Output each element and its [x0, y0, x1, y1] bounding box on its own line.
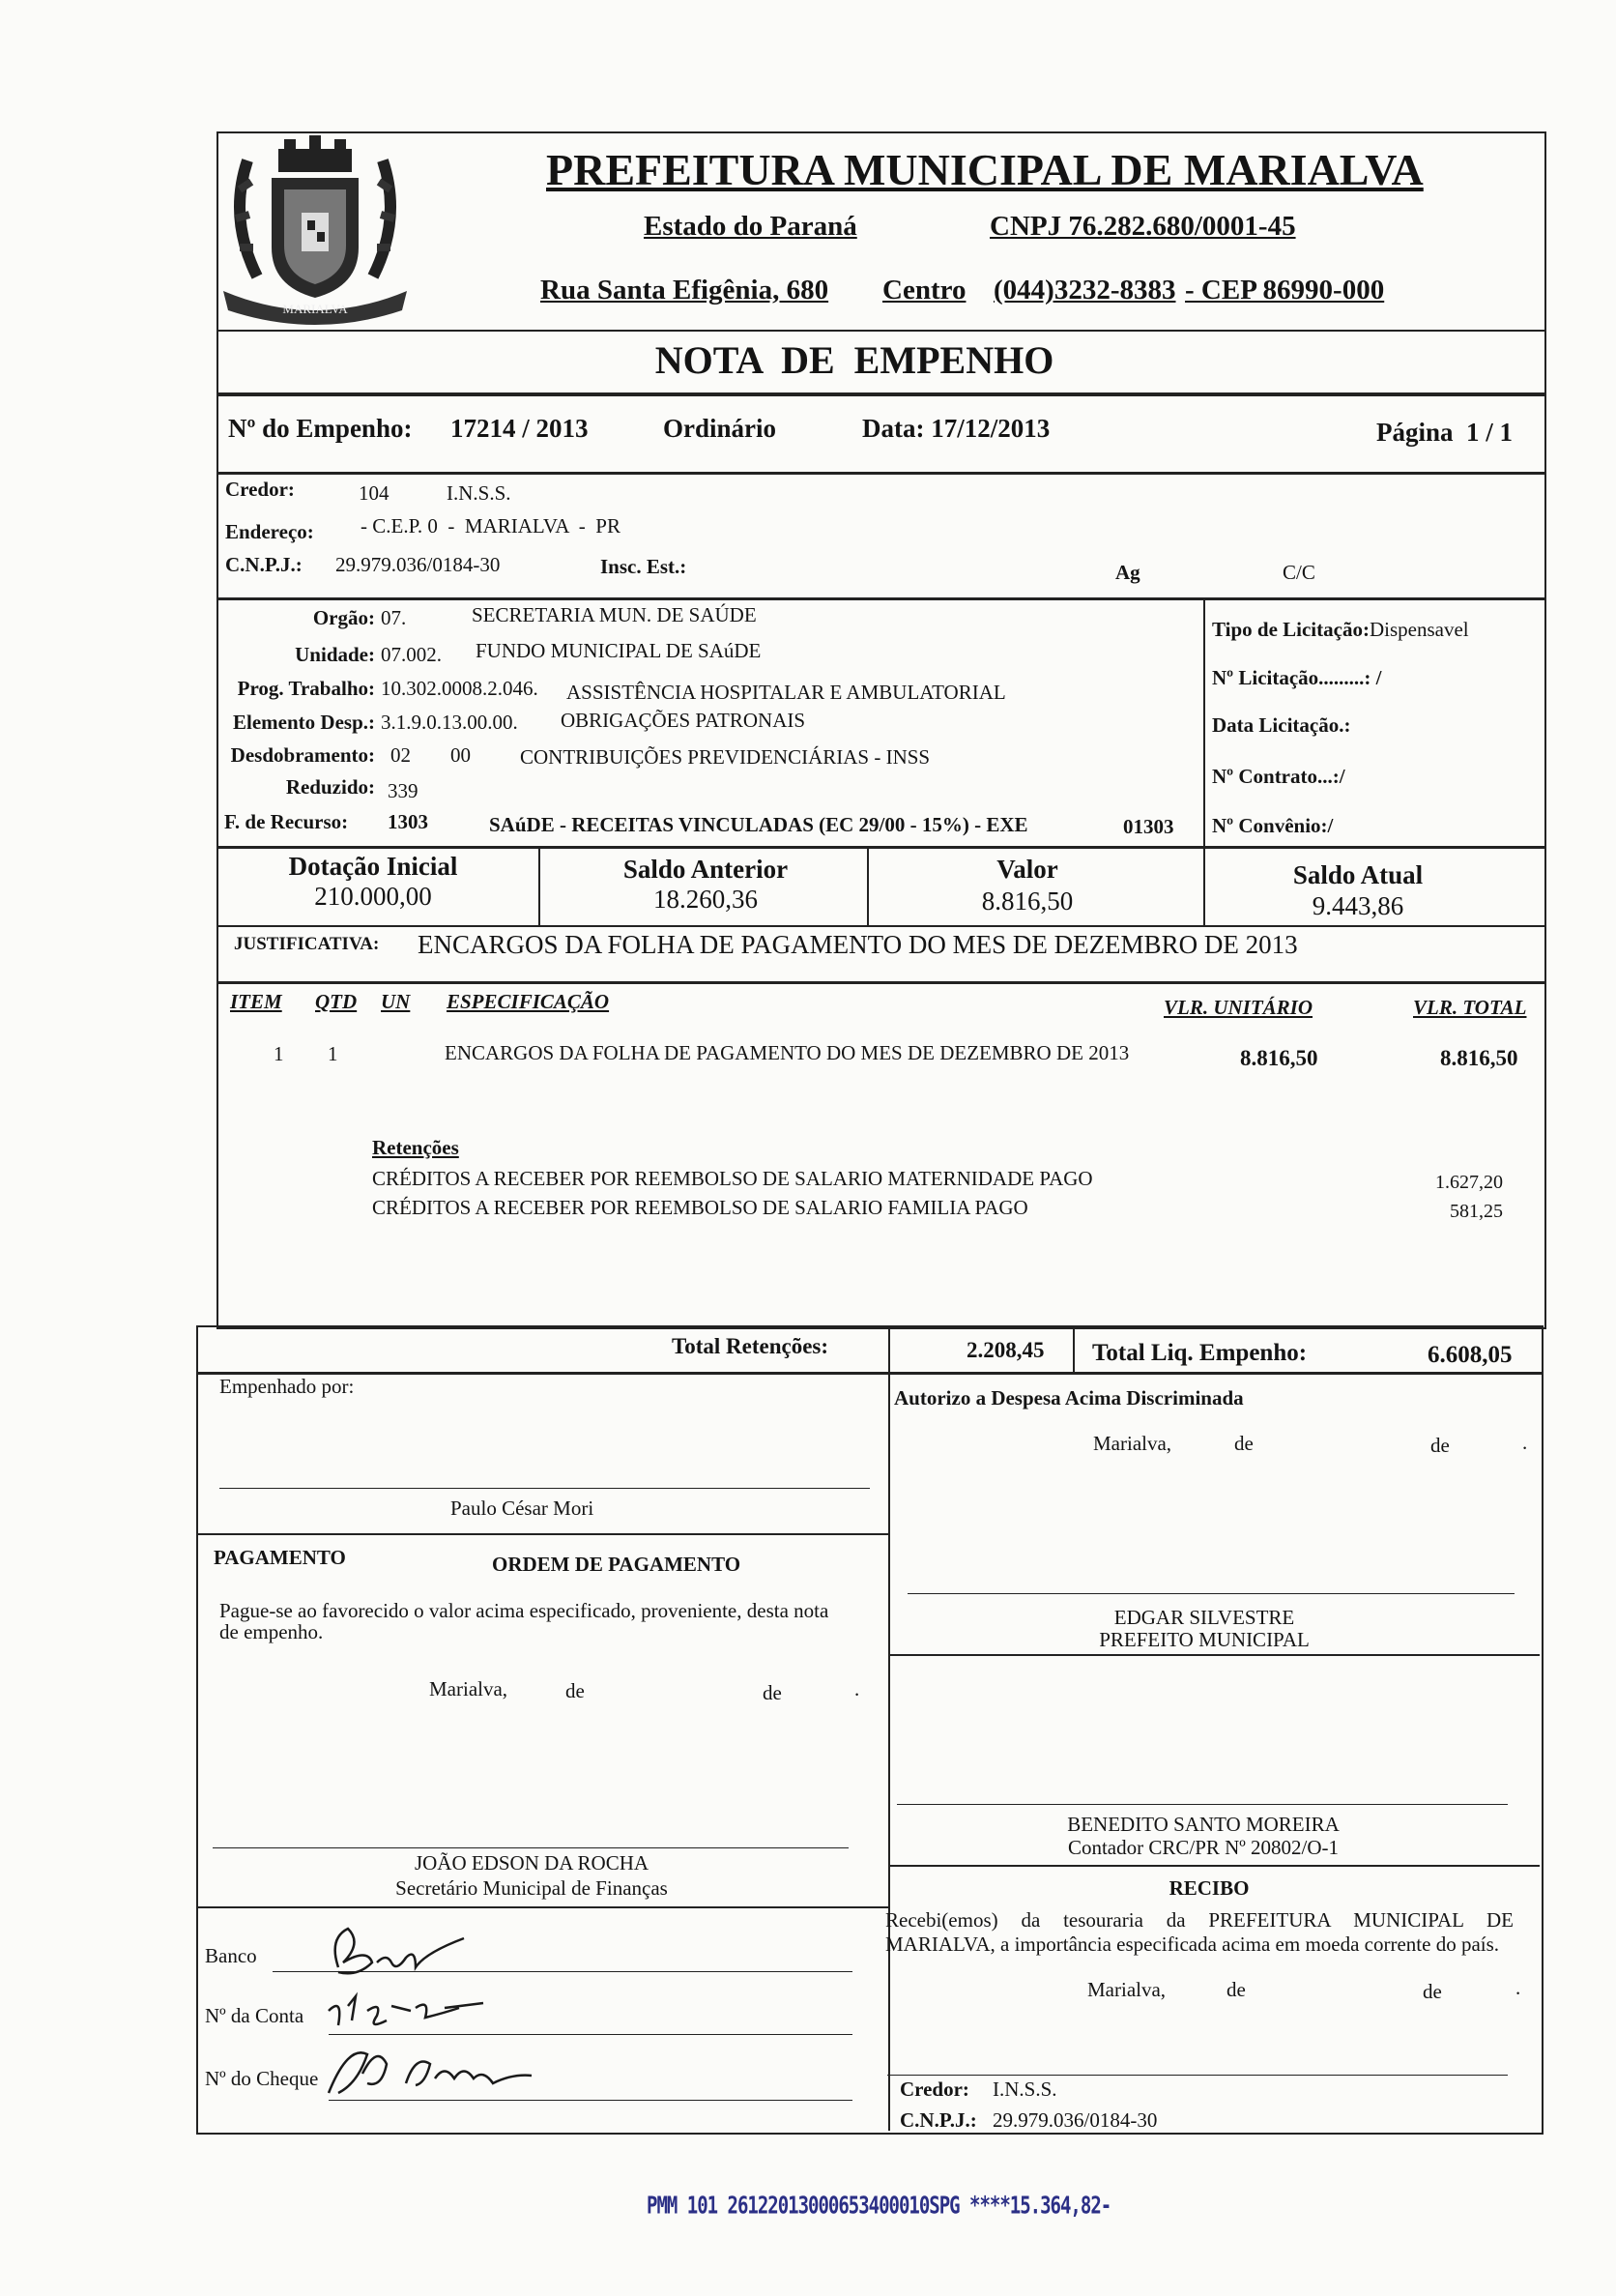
data-licitacao: Data Licitação.:	[1212, 713, 1351, 737]
divider	[216, 472, 1544, 475]
col-header-un: UN	[381, 990, 411, 1013]
recibo-credor-label: Credor:	[900, 2078, 969, 2101]
numero-contrato: Nº Contrato...:/	[1212, 765, 1345, 788]
recurso-code2: 01303	[1123, 815, 1174, 838]
prefeito-role: PREFEITO MUNICIPAL	[1099, 1628, 1310, 1651]
header-street: Rua Santa Efigênia, 680	[540, 275, 829, 305]
autorizo-label: Autorizo a Despesa Acima Discriminada	[894, 1386, 1244, 1410]
numero-licitacao: Nº Licitação.........: /	[1212, 666, 1382, 689]
recibo-title: RECIBO	[1169, 1876, 1250, 1900]
autorizo-city: Marialva,	[1093, 1432, 1172, 1455]
cnpj-label: C.N.P.J.:	[225, 553, 303, 576]
signature-line	[887, 2075, 1508, 2076]
recurso-code: 1303	[388, 810, 428, 833]
saldo-anterior-value: 18.260,36	[653, 885, 758, 914]
col-header-unit-value: VLR. UNITÁRIO	[1164, 996, 1313, 1019]
total-liquido-value: 6.608,05	[1428, 1342, 1513, 1368]
header-cep: - CEP 86990-000	[1185, 275, 1385, 305]
col-header-spec: ESPECIFICAÇÃO	[447, 990, 610, 1013]
divider	[216, 981, 1544, 984]
divider	[216, 392, 1544, 396]
pagamento-de1: de	[565, 1679, 585, 1702]
divider	[1073, 1325, 1075, 1372]
item-number: 1	[274, 1042, 284, 1065]
ag-label: Ag	[1115, 561, 1140, 584]
header-state: Estado do Paraná	[644, 211, 857, 242]
contador-role: Contador CRC/PR Nº 20802/O-1	[1067, 1836, 1340, 1859]
credor-name: I.N.S.S.	[447, 481, 511, 505]
prefeito-name: EDGAR SILVESTRE	[1113, 1606, 1295, 1629]
empenho-date: Data: 17/12/2013	[862, 414, 1051, 443]
signature-line	[908, 1593, 1515, 1594]
recibo-city: Marialva,	[1087, 1978, 1167, 2001]
divider	[867, 846, 869, 925]
signature-line	[213, 1847, 849, 1848]
reduzido-code: 339	[388, 779, 418, 802]
valor-value: 8.816,50	[981, 886, 1074, 915]
banco-label: Banco	[205, 1944, 257, 1967]
desdobramento-code1: 02	[390, 743, 411, 767]
elemento-label: Elemento Desp.:	[233, 711, 375, 734]
contador-name: BENEDITO SANTO MOREIRA	[1067, 1813, 1340, 1836]
cc-label: C/C	[1283, 561, 1315, 584]
retencao-value: 1.627,20	[1435, 1172, 1503, 1193]
recibo-dot: .	[1515, 1976, 1521, 1999]
pagamento-text: Pague-se ao favorecido o valor acima especificado, proveniente, desta nota de empenho.	[219, 1599, 829, 1644]
svg-text:MARIALVA: MARIALVA	[282, 302, 348, 316]
signature-line	[897, 1804, 1508, 1805]
total-liquido-label: Total Liq. Empenho:	[1092, 1340, 1308, 1366]
desdobramento-label: Desdobramento:	[230, 743, 375, 767]
retencao-value: 581,25	[1450, 1201, 1503, 1222]
header-district: Centro	[882, 275, 967, 305]
pagamento-label: PAGAMENTO	[214, 1546, 346, 1569]
header-cnpj: CNPJ 76.282.680/0001-45	[990, 211, 1296, 242]
unidade-label: Unidade:	[295, 643, 375, 666]
retencoes-label: Retenções	[372, 1136, 459, 1159]
divider	[538, 846, 540, 925]
desdobramento-desc: CONTRIBUIÇÕES PREVIDENCIÁRIAS - INSS	[520, 745, 931, 769]
address-label: Endereço:	[225, 520, 314, 543]
item-unit-value: 8.816,50	[1240, 1046, 1318, 1070]
divider	[196, 1906, 888, 1908]
divider	[1203, 597, 1205, 925]
recibo-de2: de	[1423, 1980, 1442, 2003]
empenhado-por-label: Empenhado por:	[219, 1375, 355, 1398]
unidade-code: 07.002.	[381, 643, 442, 666]
retencao-desc: CRÉDITOS A RECEBER POR REEMBOLSO DE SALARIO MATERNIDADE PAGO	[372, 1167, 1093, 1190]
pagamento-city: Marialva,	[429, 1677, 508, 1700]
recibo-text: Recebi(emos) da tesouraria da PREFEITURA MUNICIPAL DE MARIALVA, a importância especificada acima em moeda corrente do país.	[885, 1908, 1514, 1957]
item-total-value: 8.816,50	[1440, 1046, 1518, 1070]
elemento-desc: OBRIGAÇÕES PATRONAIS	[561, 709, 806, 732]
divider	[216, 925, 1544, 927]
empenhado-por-name: Paulo César Mori	[450, 1497, 594, 1520]
pagamento-de2: de	[763, 1681, 782, 1704]
divider	[888, 1865, 1540, 1867]
autorizo-de2: de	[1430, 1434, 1450, 1457]
valor-label: Valor	[996, 855, 1058, 884]
empenho-number: 17214 / 2013	[450, 414, 589, 443]
insc-est-label: Insc. Est.:	[600, 555, 687, 578]
numero-convenio: Nº Convênio:/	[1212, 814, 1334, 837]
item-qtd: 1	[328, 1042, 338, 1065]
tipo-licitacao-value: Dispensavel	[1369, 618, 1469, 641]
header-title: PREFEITURA MUNICIPAL DE MARIALVA	[546, 145, 1424, 194]
tipo-licitacao	[1212, 618, 1469, 641]
tipo-licitacao-label: Tipo de Licitação:	[1212, 618, 1370, 641]
bank-authentication-stamp: PMM 101 26122013000653400010SPG ****15.364,82-	[647, 2192, 1111, 2221]
page-indicator: Página 1 / 1	[1376, 418, 1514, 447]
item-spec: ENCARGOS DA FOLHA DE PAGAMENTO DO MES DE DEZEMBRO DE 2013	[445, 1041, 1130, 1064]
document-title: NOTA DE EMPENHO	[654, 338, 1054, 382]
divider	[196, 1372, 1542, 1375]
recibo-cnpj-label: C.N.P.J.:	[900, 2108, 977, 2132]
orgao-code: 07.	[381, 606, 407, 629]
secretario-name: JOÃO EDSON DA ROCHA	[414, 1851, 649, 1875]
saldo-anterior-label: Saldo Anterior	[622, 855, 789, 884]
prog-desc: ASSISTÊNCIA HOSPITALAR E AMBULATORIAL	[566, 681, 1006, 704]
cheque-label: Nº do Cheque	[205, 2067, 319, 2090]
header-phone: (044)3232-8383	[994, 275, 1176, 305]
handwritten-signatures	[271, 1919, 706, 2112]
empenho-number-label: Nº do Empenho:	[228, 414, 413, 443]
conta-label: Nº da Conta	[205, 2004, 304, 2027]
empenho-type: Ordinário	[663, 414, 777, 443]
col-header-qtd: QTD	[315, 990, 358, 1013]
desdobramento-code2: 00	[450, 743, 471, 767]
divider	[888, 1325, 890, 2131]
autorizo-dot: .	[1522, 1431, 1528, 1454]
retencao-desc: CRÉDITOS A RECEBER POR REEMBOLSO DE SALARIO FAMILIA PAGO	[372, 1196, 1028, 1219]
signature-line	[219, 1488, 870, 1489]
recibo-cnpj-value: 29.979.036/0184-30	[993, 2108, 1158, 2132]
prog-code: 10.302.0008.2.046.	[381, 677, 538, 700]
pagamento-dot: .	[854, 1677, 860, 1700]
credor-code: 104	[359, 481, 390, 505]
address-value: - C.E.P. 0 - MARIALVA - PR	[361, 514, 620, 538]
recurso-label: F. de Recurso:	[224, 810, 349, 833]
prog-label: Prog. Trabalho:	[237, 677, 375, 700]
unidade-desc: FUNDO MUNICIPAL DE SAúDE	[476, 639, 762, 662]
secretario-role: Secretário Municipal de Finanças	[395, 1876, 668, 1900]
autorizo-de1: de	[1234, 1432, 1254, 1455]
divider	[216, 597, 1544, 600]
recibo-de1: de	[1226, 1978, 1246, 2001]
saldo-atual-label: Saldo Atual	[1292, 860, 1424, 889]
col-header-item: ITEM	[230, 990, 282, 1013]
divider	[196, 1533, 888, 1535]
justificativa-text: ENCARGOS DA FOLHA DE PAGAMENTO DO MES DE DEZEMBRO DE 2013	[418, 930, 1298, 959]
justificativa-label: JUSTIFICATIVA:	[234, 934, 380, 954]
orgao-desc: SECRETARIA MUN. DE SAÚDE	[472, 603, 757, 626]
credor-label: Credor:	[225, 478, 295, 501]
total-retencoes-label: Total Retenções:	[672, 1334, 829, 1358]
divider	[216, 846, 1544, 849]
orgao-label: Orgão:	[312, 606, 375, 629]
municipal-coat-of-arms-logo	[218, 131, 412, 330]
ordem-pagamento-title: ORDEM DE PAGAMENTO	[492, 1553, 741, 1576]
saldo-atual-value: 9.443,86	[1312, 891, 1404, 920]
cnpj-value: 29.979.036/0184-30	[335, 553, 501, 576]
divider	[888, 1654, 1540, 1656]
divider	[216, 330, 1544, 332]
dotacao-inicial-value: 210.000,00	[314, 882, 432, 911]
elemento-code: 3.1.9.0.13.00.00.	[381, 711, 518, 734]
recibo-credor-value: I.N.S.S.	[993, 2078, 1057, 2101]
col-header-total-value: VLR. TOTAL	[1413, 996, 1527, 1019]
recurso-desc: SAúDE - RECEITAS VINCULADAS (EC 29/00 - 15%) - EXE	[489, 813, 1028, 836]
reduzido-label: Reduzido:	[285, 775, 375, 799]
total-retencoes-value: 2.208,45	[967, 1338, 1045, 1362]
dotacao-inicial-label: Dotação Inicial	[288, 852, 458, 881]
